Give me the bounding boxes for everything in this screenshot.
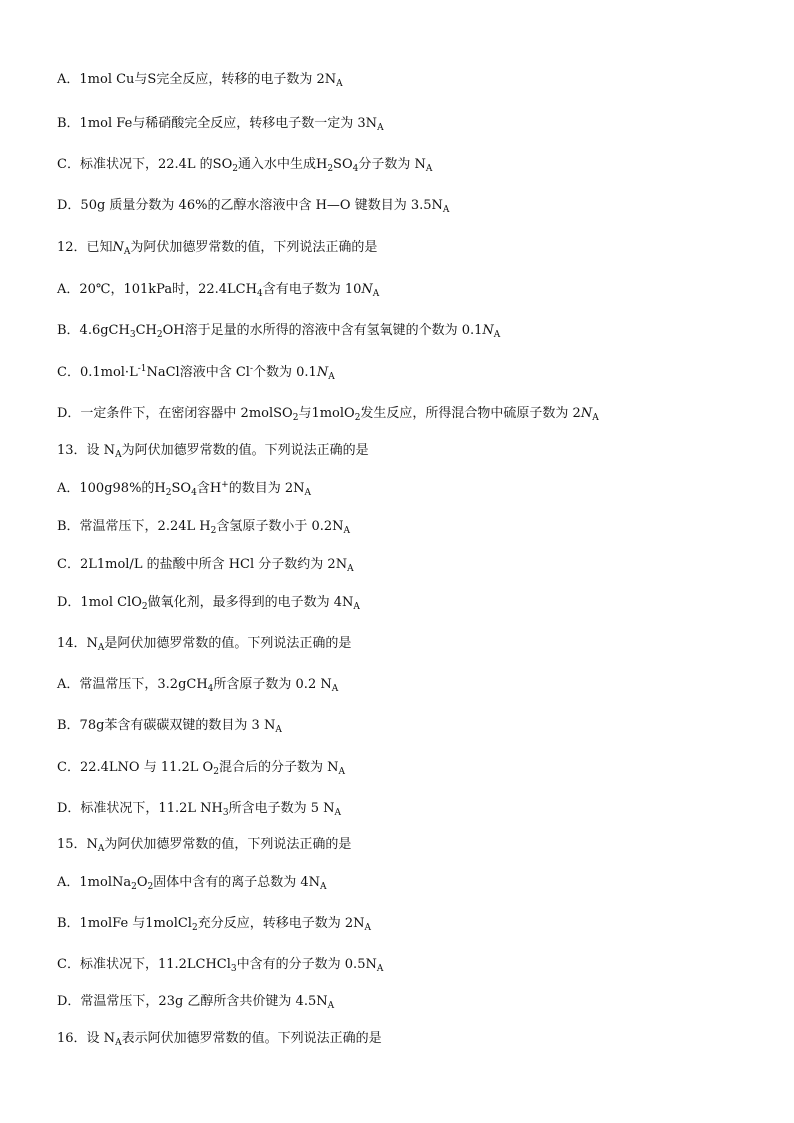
- answer-option: C．2L1mol/L 的盐酸中所含 HCl 分子数约为 $2N_A$: [57, 557, 354, 574]
- answer-option: B．$4.6gCH_3CH_2OH$溶于足量的水所得的溶液中含有氢氧键的个数为 $0.1N_A$: [57, 323, 501, 340]
- answer-option: C．标准状况下，22.4L 的$SO_2$通入水中生成$H_2SO_4$分子数为 $N_A$: [57, 157, 433, 174]
- answer-option: A．20℃，101kPa时，$22.4LCH_4$含有电子数为 $10N_A$: [57, 282, 380, 299]
- answer-option: D．标准状况下，11.2L $NH_3$所含电子数为 5 $N_A$: [57, 801, 342, 818]
- answer-option: D．1mol ClO$_2$做氧化剂，最多得到的电子数为 $4N_A$: [57, 595, 360, 612]
- answer-option: C．标准状况下，11.2LCHCl$_3$中含有的分子数为 $0.5N_A$: [57, 957, 384, 974]
- answer-option: C．22.4LNO 与 11.2L $O_2$混合后的分子数为 $N_A$: [57, 760, 345, 777]
- question-stem: 13．设 $N_A$为阿伏加德罗常数的值。下列说法正确的是: [57, 443, 369, 460]
- question-stem: 14．$N_A$是阿伏加德罗常数的值。下列说法正确的是: [57, 636, 352, 653]
- answer-option: B．1molFe 与1molCl$_2$充分反应，转移电子数为 $2N_A$: [57, 916, 371, 933]
- question-stem: 15．$N_A$为阿伏加德罗常数的值，下列说法正确的是: [57, 837, 352, 854]
- answer-option: A．常温常压下，3.2gCH$_4$所含原子数为 0.2 $N_A$: [57, 677, 339, 694]
- answer-option: A．1mol Cu与S完全反应，转移的电子数为 $2N_A$: [57, 72, 343, 89]
- answer-option: A．$1molNa_2O_2$固体中含有的离子总数为 $4N_A$: [57, 875, 327, 892]
- answer-option: B．1mol Fe与稀硝酸完全反应，转移电子数一定为 $3N_A$: [57, 116, 384, 133]
- answer-option: A．100g98%的$H_2SO_4$含H+的数目为 $2N_A$: [57, 480, 311, 498]
- answer-option: B．78g苯含有碳碳双键的数目为 3 $N_A$: [57, 718, 282, 735]
- question-stem: 16．设 $N_A$表示阿伏加德罗常数的值。下列说法正确的是: [57, 1031, 382, 1048]
- question-stem: 12．已知$N_A$为阿伏加德罗常数的值，下列说法正确的是: [57, 240, 378, 257]
- answer-option: D．50g 质量分数为 46%的乙醇水溶液中含 H—O 键数目为 $3.5N_A$: [57, 198, 450, 215]
- answer-option: D．一定条件下，在密闭容器中 2molSO$_2$与1molO$_2$发生反应，所得混合物中硫原子数为 $2N_A$: [57, 406, 599, 423]
- answer-option: B．常温常压下，2.24L $H_2$含氢原子数小于 $0.2N_A$: [57, 519, 351, 536]
- answer-option: C．$0.1mol\cdot L^{-1}NaCl$溶液中含 Cl-个数为 $0.1N_A$: [57, 364, 335, 382]
- answer-option: D．常温常压下，23g 乙醇所含共价键为 $4.5N_A$: [57, 994, 335, 1011]
